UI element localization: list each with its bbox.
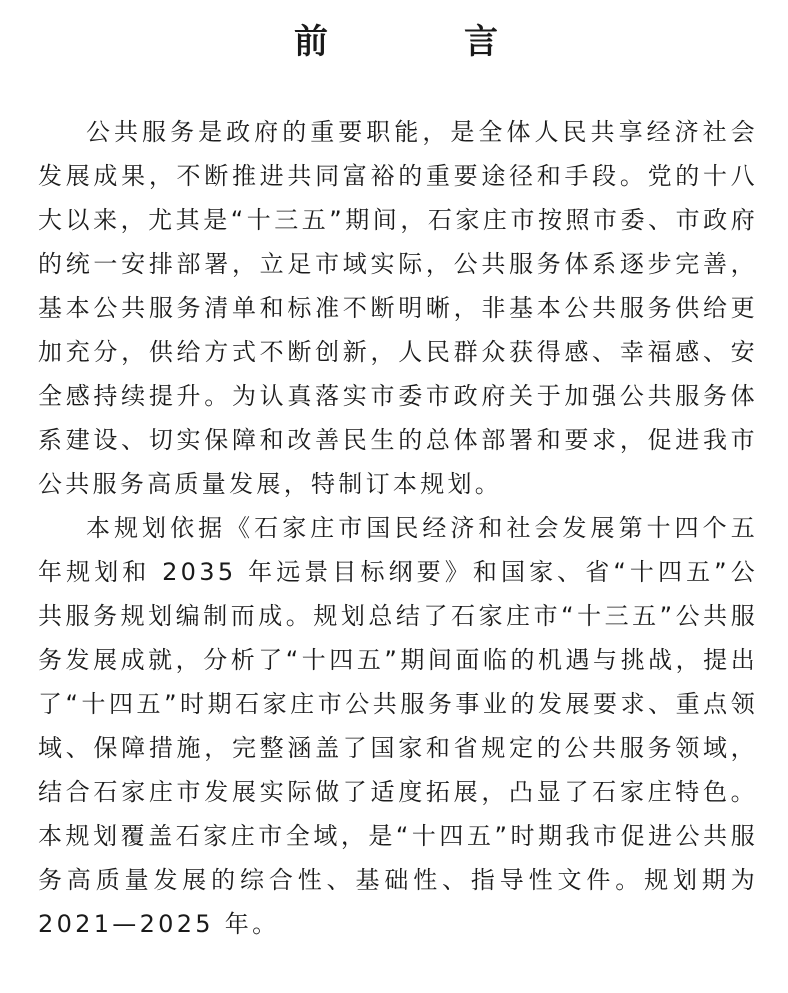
- preface-title-char-2: 言: [464, 22, 502, 62]
- paragraph-2: 本规划依据《石家庄市国民经济和社会发展第十四个五年规划和 2035 年远景目标纲要》和国家、省“十四五”公共服务规划编制而成。规划总结了石家庄市“十三五”公共服务发展成就，分析了“十四五”期间面临的机遇与挑战，提出了“十四五”时期石家庄市公共服务事业的发展要求、重点领域、保障措施，完整涵盖了国家和省规定的公共服务领域，结合石家庄市发展实际做了适度拓展，凸显了石家庄特色。本规划覆盖石家庄市全域，是“十四五”时期我市促进公共服务高质量发展的综合性、基础性、指导性文件。规划期为 2021—2025 年。: [38, 514, 758, 938]
- preface-title: [38, 0, 758, 70]
- preface-body: [38, 110, 758, 946]
- paragraph-1: 公共服务是政府的重要职能，是全体人民共享经济社会发展成果，不断推进共同富裕的重要途径和手段。党的十八大以来，尤其是“十三五”期间，石家庄市按照市委、市政府的统一安排部署，立足市域实际，公共服务体系逐步完善，基本公共服务清单和标准不断明晰，非基本公共服务供给更加充分，供给方式不断创新，人民群众获得感、幸福感、安全感持续提升。为认真落实市委市政府关于加强公共服务体系建设、切实保障和改善民生的总体部署和要求，促进我市公共服务高质量发展，特制订本规划。: [38, 118, 758, 498]
- preface-title-char-1: 前: [294, 22, 332, 62]
